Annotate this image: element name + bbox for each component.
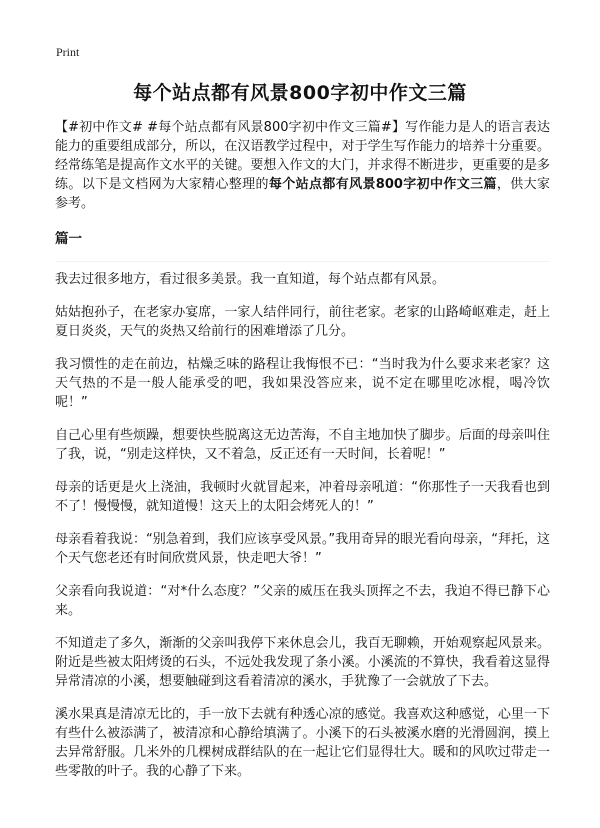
article-body bbox=[55, 118, 550, 795]
paragraph: 母亲的话更是火上浇油，我顿时火就冒起来，冲着母亲吼道：“你那性子一天我看也到不了！慢慢慢，就知道慢！这天上的太阳会烤死人的！” bbox=[55, 480, 550, 514]
intro-bold-title: 每个站点都有风景800字初中作文三篇 bbox=[268, 177, 497, 192]
intro-text-end: ，供大家参考。 bbox=[55, 177, 550, 211]
section-divider bbox=[55, 261, 550, 262]
paragraph: 姑姑抱孙子，在老家办宴席，一家人结伴同行，前往老家。老家的山路崎岖难走，赶上夏日炎炎，天气的炎热又给前行的困难增添了几分。 bbox=[55, 305, 550, 339]
paragraph: 溪水果真是清凉无比的，手一放下去就有种透心凉的感觉。我喜欢这种感觉，心里一下有些什么被添满了，被清凉和心静给填满了。小溪下的石头被溪水磨的光滑圆润，摸上去异常舒服。几米外的几棵树成群结队的在一起让它们显得壮大。暖和的风吹过带走一些零散的叶子。我的心静了下来。 bbox=[55, 707, 550, 779]
paragraph: 父亲看向我说道：“对*什么态度？”父亲的威压在我头顶挥之不去，我迫不得已静下心来。 bbox=[55, 584, 550, 618]
intro-text: 【#初中作文# #每个站点都有风景800字初中作文三篇#】写作能力是人的语言表达能力的重要组成部分，所以，在汉语教学过程中，对于学生写作能力的培养十分重要。经常练笔是提高作文水平的关键。要想入作文的大门，并求得不断进步，更重要的是多练。以下是文档网为大家精心整理的 bbox=[55, 120, 550, 192]
paragraph: 自己心里有些烦躁，想要快些脱离这无边苦海，不自主地加快了脚步。后面的母亲叫住了我，说，“别走这样快，又不着急，反正还有一天时间，长着呢！” bbox=[55, 428, 550, 462]
paragraph: 我去过很多地方，看过很多美景。我一直知道，每个站点都有风景。 bbox=[55, 272, 446, 287]
intro-paragraph bbox=[55, 118, 550, 213]
paragraph: 不知道走了多久，渐渐的父亲叫我停下来休息会儿，我百无聊赖，开始观察起风景来。附近是些被太阳烤烫的石头，不远处我发现了条小溪。小溪流的不算快，我看着这显得异常清凉的小溪，想要触碰到这看着清凉的溪水，手犹豫了一会就放了下去。 bbox=[55, 636, 550, 689]
print-link[interactable]: Print bbox=[56, 45, 80, 59]
page-title: 每个站点都有风景800字初中作文三篇 bbox=[133, 82, 467, 104]
paragraph: 我习惯性的走在前边，枯燥乏味的路程让我悔恨不已：“当时我为什么要求来老家？这天气热的不是一般人能承受的吧，我如果没答应来，说不定在哪里吃冰棍，喝冷饮呢！” bbox=[55, 357, 550, 410]
paragraph: 母亲看着我说：“别急着到，我们应该享受风景。”我用奇异的眼光看向母亲，“拜托，这个天气您老还有时间欣赏风景，快走吧大爷！” bbox=[55, 532, 550, 566]
section-heading: 篇一 bbox=[55, 231, 82, 247]
